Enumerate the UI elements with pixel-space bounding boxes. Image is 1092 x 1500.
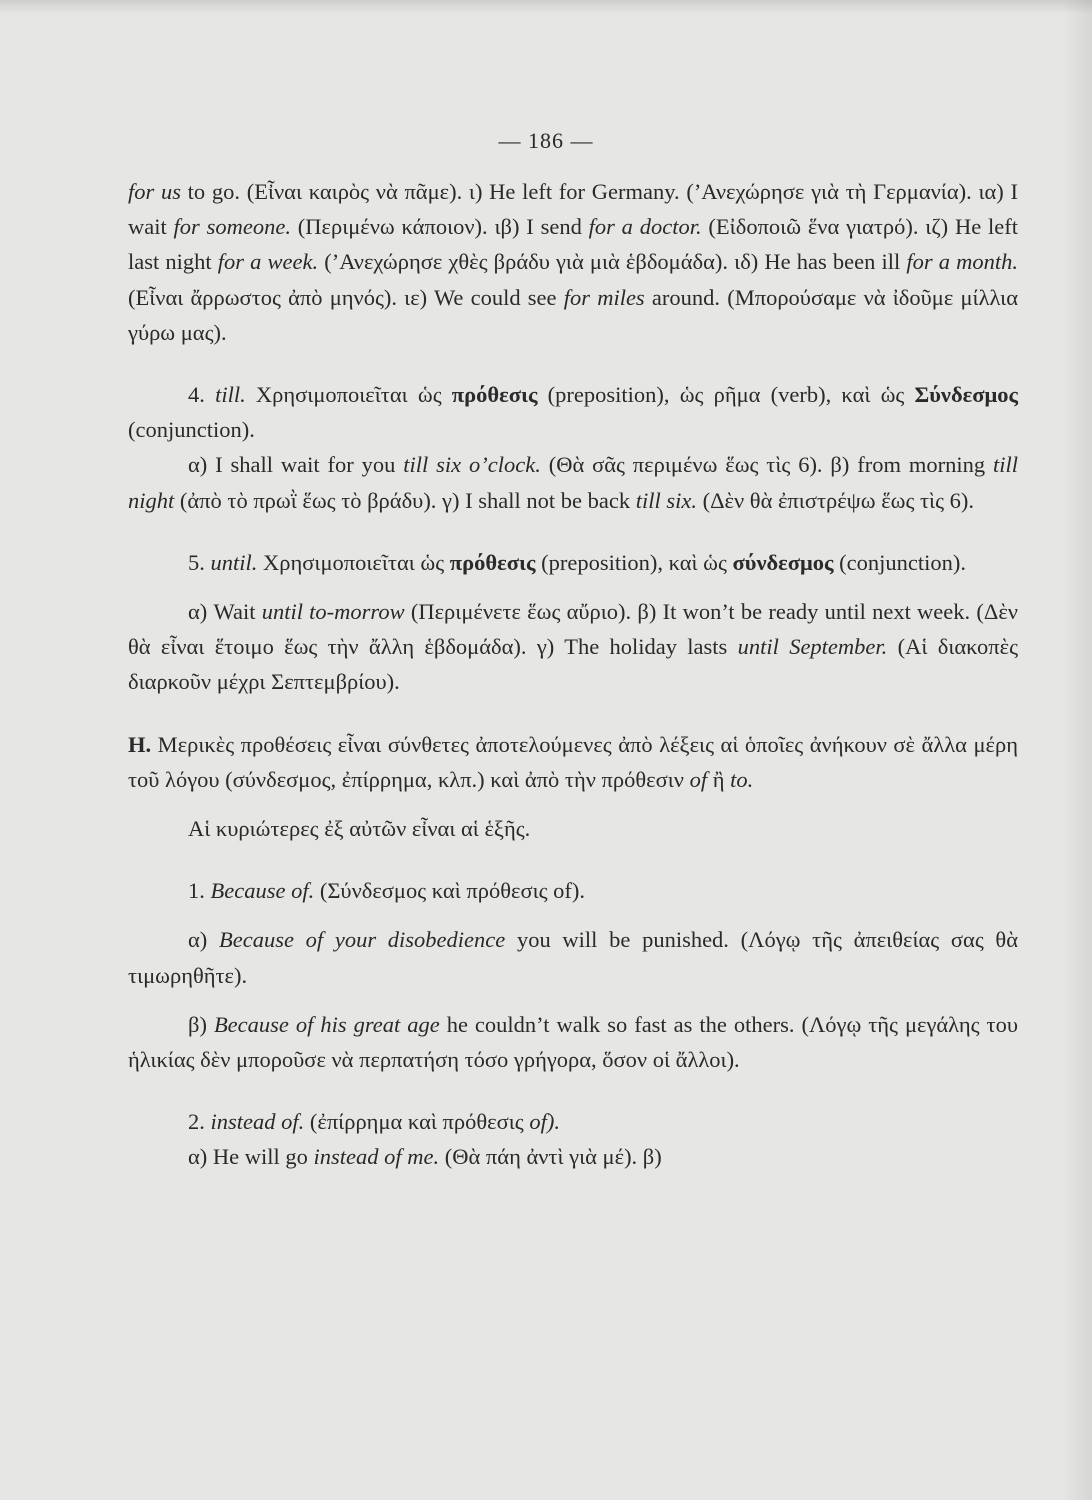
text-run: (Δὲν θὰ ἐπιστρέψω ἕως τὶς 6). (696, 487, 974, 513)
text-run: ἢ (707, 766, 731, 792)
italic-run: Because of. (210, 878, 315, 904)
italic-run: till six o’clock. (403, 452, 541, 478)
text-run: (conjunction). (833, 549, 966, 575)
text-run: (Περιμένω κάποιον). ιβ) I send (290, 214, 589, 240)
paragraph (128, 174, 1018, 350)
bold-run: Σύνδεσμος (914, 382, 1018, 408)
text-run: to go. (Εἶναι καιρὸς νὰ πᾶμε). ι) He left for Germany. (’Ανεχώρησε γιὰ τὴ Γερμανία). ια) I wait (128, 179, 1018, 240)
italic-run: for a doctor. (588, 214, 702, 240)
text-run: Χρησιμοποιεῖται ὡς (245, 382, 452, 408)
page-edge-shadow (1062, 0, 1092, 1500)
italic-run: until September. (737, 634, 888, 660)
paragraph (128, 447, 1018, 517)
italic-run: for a month. (906, 249, 1019, 275)
italic-run: for someone. (173, 214, 291, 240)
text-run: α) He will go (188, 1144, 314, 1170)
bold-run: πρόθεσις (451, 382, 538, 408)
text-run: (ἐπίρρημα καὶ πρόθεσις (304, 1109, 530, 1135)
text-run: Αἱ κυριώτερες ἐξ αὐτῶν εἶναι αἱ ἑξῆς. (188, 816, 531, 842)
text-run: Χρησιμοποιεῖται ὡς (257, 549, 450, 575)
text-run: 2. (188, 1109, 211, 1135)
text-run: β) (188, 1011, 214, 1037)
paragraph (128, 1104, 1018, 1139)
paragraph (128, 545, 1018, 580)
italic-run: till six. (635, 487, 697, 513)
paragraph (128, 1139, 1018, 1174)
paragraph (128, 922, 1018, 992)
paragraph (128, 594, 1018, 700)
text-run: (Θὰ πάη ἀντὶ γιὰ μέ). β) (439, 1144, 662, 1170)
text-run: he couldn’t walk so fast as the others. (Λόγῳ τῆς μεγάλης του ἡλικίας δὲν μποροῦσε νὰ περπατήση τόσο γρήγορα, ὅσον οἱ ἄλλοι). (128, 1011, 1018, 1073)
text-run: (conjunction). (128, 417, 255, 443)
body-text (128, 174, 1018, 1175)
italic-run: for miles (563, 284, 645, 310)
italic-run: Because of your disobedience (218, 927, 506, 953)
italic-run: for a week. (217, 249, 319, 275)
italic-run: till. (215, 382, 246, 408)
text-run: α) I shall wait for you (188, 452, 404, 478)
page-top-shadow (0, 0, 1092, 14)
text-run: (Εἰδοποιῶ ἕνα γιατρό). ιζ) He left last night (128, 214, 1018, 275)
text-run: Μερικὲς προθέσεις εἶναι σύνθετες ἀποτελούμενες ἀπὸ λέξεις αἱ ὁποῖες ἀνήκουν σὲ ἄλλα μέρη τοῦ λόγου (σύνδεσμος, ἐπίρρημα, κλπ.) καὶ ἀπὸ τὴν πρόθεσιν (128, 731, 1018, 792)
text-run: (’Ανεχώρησε χθὲς βράδυ γιὰ μιὰ ἑβδομάδα). ιδ) He has been ill (318, 249, 907, 275)
italic-run: of). (529, 1109, 560, 1135)
italic-run: instead of. (210, 1109, 305, 1135)
text-run: (ἀπὸ τὸ πρωῒ ἕως τὸ βράδυ). γ) I shall not be back (174, 487, 636, 513)
page-number: — 186 — (498, 128, 594, 153)
text-run: (preposition), ὡς ρῆμα (verb), καὶ ὡς (537, 382, 915, 408)
italic-run: Because of his great age (213, 1011, 440, 1037)
text-run: around. (Μπορούσαμε νὰ ἰδοῦμε μίλλια γύρω μας). (128, 284, 1018, 345)
text-run: (Εἶναι ἄρρωστος ἀπὸ μηνός). ιε) We could see (128, 284, 564, 310)
italic-run: until to-morrow (261, 599, 405, 625)
italic-run: until. (210, 549, 258, 575)
italic-run: to. (730, 766, 754, 792)
paragraph (128, 873, 1018, 908)
paragraph (128, 1007, 1018, 1077)
bold-run: Η. (128, 731, 152, 757)
text-run: you will be punished. (Λόγῳ τῆς ἀπειθείας σας θὰ τιμωρηθῆτε). (128, 927, 1018, 988)
paragraph (128, 377, 1018, 447)
text-run: (Θὰ σᾶς περιμένω ἕως τὶς 6). β) from morning (540, 452, 993, 478)
bold-run: πρόθεσις (449, 549, 536, 575)
italic-run: till night (128, 452, 1018, 513)
paragraph (128, 811, 1018, 846)
italic-run: instead of me. (313, 1144, 440, 1170)
text-run: 4. (188, 382, 216, 408)
italic-run: for us (128, 179, 181, 204)
text-run: (Περιμένετε ἕως αὔριο). β) It won’t be ready until next week. (Δὲν θὰ εἶναι ἕτοιμο ἕως τὴν ἄλλη ἑβδομάδα). γ) The holiday lasts (128, 599, 1018, 660)
text-run: 1. (188, 878, 211, 904)
text-run: 5. (188, 549, 211, 575)
bold-run: σύνδεσμος (732, 549, 834, 575)
text-run: (preposition), καὶ ὡς (535, 549, 733, 575)
text-run: (Αἱ διακοπὲς διαρκοῦν μέχρι Σεπτεμβρίου). (128, 634, 1018, 695)
text-run: α) (188, 927, 219, 953)
italic-run: of (689, 766, 708, 792)
text-run: (Σύνδεσμος καὶ πρόθεσις of). (314, 878, 586, 904)
text-run: α) Wait (188, 599, 262, 625)
paragraph (128, 727, 1018, 797)
